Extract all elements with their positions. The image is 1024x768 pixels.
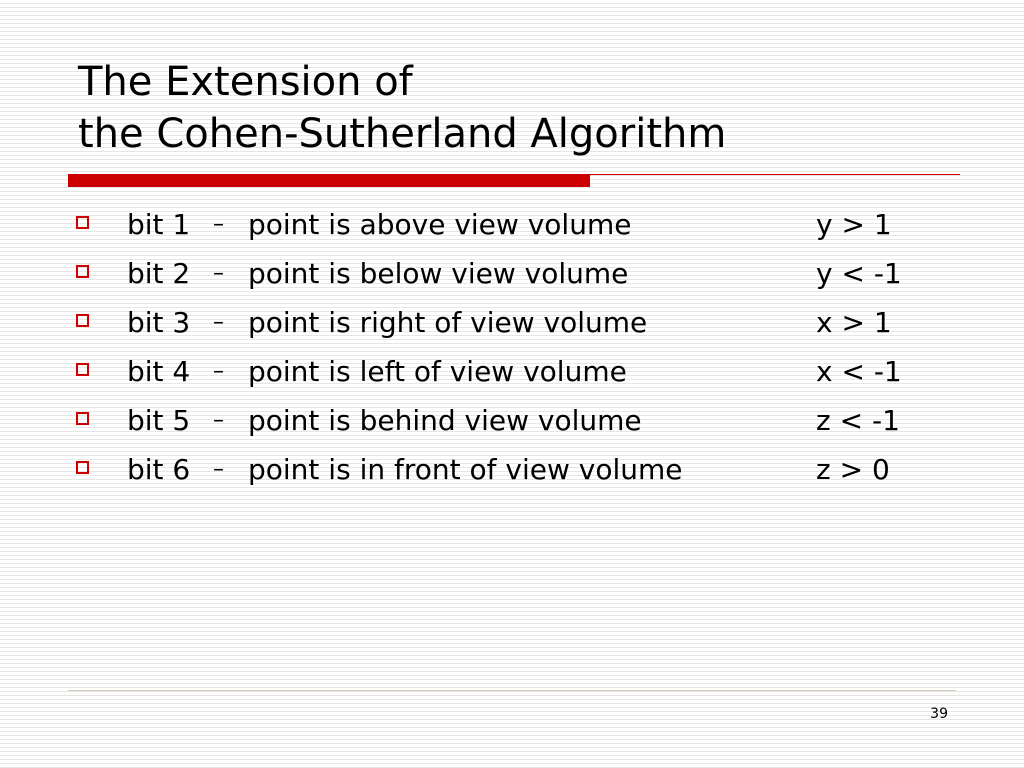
bullet-prefix: bit 4 — [127, 355, 191, 388]
bullet-condition: z < -1 — [816, 404, 900, 437]
bullet-condition: x < -1 — [816, 355, 902, 388]
bullet-description: point is right of view volume — [248, 306, 648, 339]
bullet-dash: – — [213, 359, 224, 384]
bullet-description: point is in front of view volume — [248, 453, 683, 486]
hollow-square-bullet-icon — [76, 363, 89, 376]
bullet-description: point is above view volume — [248, 208, 632, 241]
bullet-description: point is below view volume — [248, 257, 629, 290]
bullet-condition: z > 0 — [816, 453, 890, 486]
bullet-dash: – — [213, 408, 224, 433]
bullet-prefix: bit 2 — [127, 257, 191, 290]
bullet-description: point is left of view volume — [248, 355, 627, 388]
slide-title — [78, 56, 726, 160]
slide-title-line-2: the Cohen-Sutherland Algorithm — [78, 111, 727, 157]
bullet-dash: – — [213, 310, 224, 335]
bullet-dash: – — [213, 212, 224, 237]
title-underline-thick — [68, 174, 590, 187]
title-underline — [68, 174, 960, 188]
bullet-condition: y > 1 — [816, 208, 892, 241]
bullet-prefix: bit 1 — [127, 208, 191, 241]
bullet-dash: – — [213, 457, 224, 482]
footer-divider — [68, 690, 956, 691]
bullet-prefix: bit 5 — [127, 404, 191, 437]
hollow-square-bullet-icon — [76, 265, 89, 278]
bullet-prefix: bit 6 — [127, 453, 191, 486]
hollow-square-bullet-icon — [76, 314, 89, 327]
hollow-square-bullet-icon — [76, 216, 89, 229]
bullet-condition: y < -1 — [816, 257, 902, 290]
hollow-square-bullet-icon — [76, 461, 89, 474]
title-underline-thin — [590, 174, 960, 175]
slide-title-line-1: The Extension of — [78, 59, 413, 105]
bullet-condition: x > 1 — [816, 306, 892, 339]
bullet-dash: – — [213, 261, 224, 286]
bullet-description: point is behind view volume — [248, 404, 642, 437]
bullet-prefix: bit 3 — [127, 306, 191, 339]
hollow-square-bullet-icon — [76, 412, 89, 425]
page-number: 39 — [930, 706, 948, 722]
